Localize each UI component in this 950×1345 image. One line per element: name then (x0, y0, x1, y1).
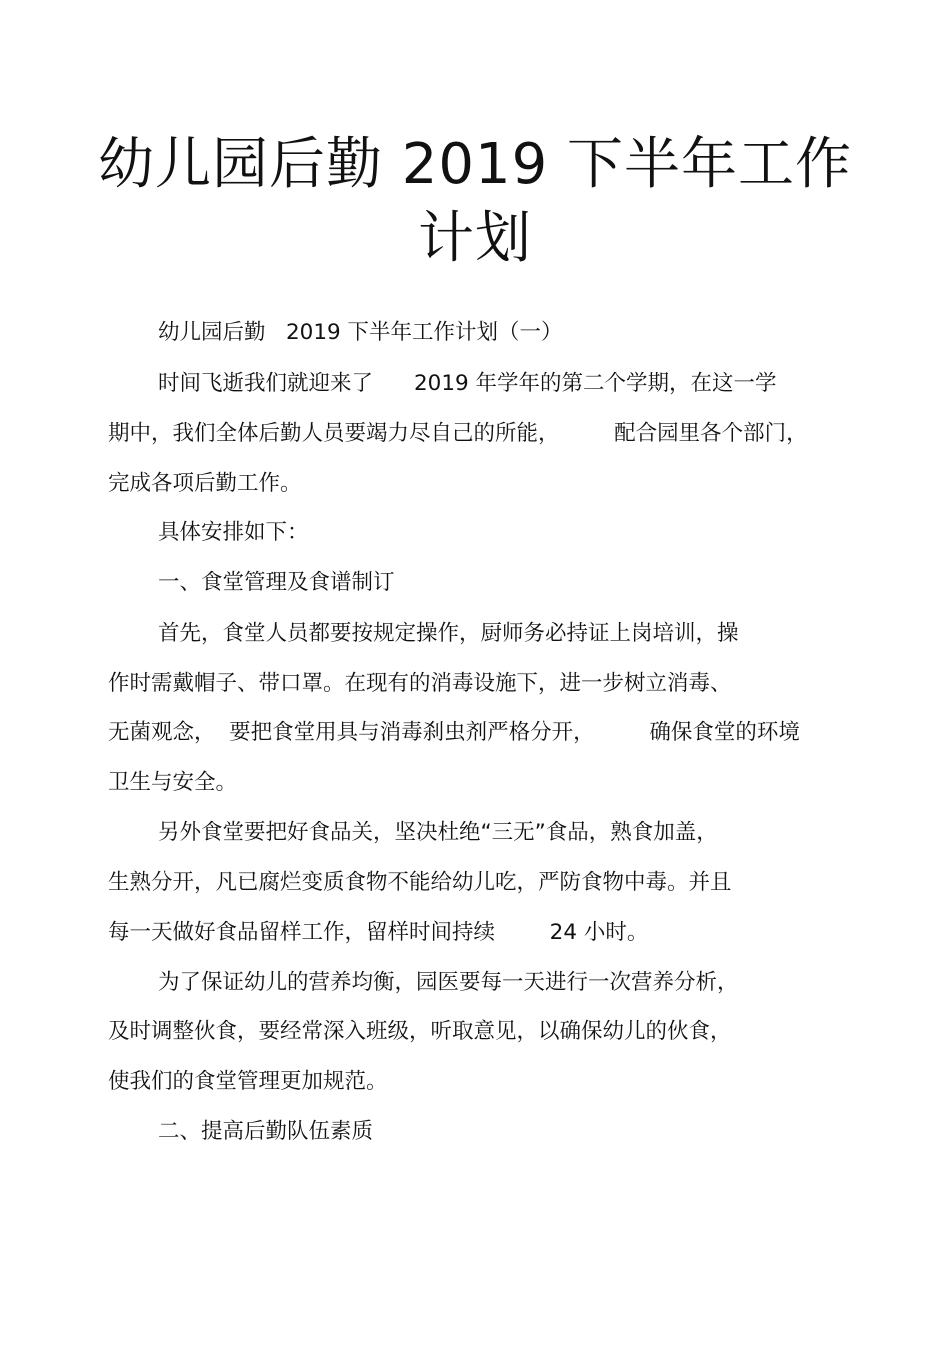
paragraph-line: 为了保证幼儿的营养均衡，园医要每一天进行一次营养分析， (158, 970, 739, 995)
paragraph-line: 具体安排如下： (158, 520, 309, 545)
title-line-2: 计划 (418, 206, 532, 271)
paragraph-line: 完成各项后勤工作。 (108, 471, 302, 496)
paragraph-line: 生熟分开，凡已腐烂变质食物不能给幼儿吃，严防食物中毒。并且 (108, 870, 732, 895)
paragraph-line: 每一天做好食品留样工作，留样时间持续 24 小时。 (108, 920, 649, 945)
title-line-1: 幼儿园后勤 2019 下半年工作 (97, 132, 853, 197)
paragraph-line: 期中，我们全体后勤人员要竭力尽自己的所能， 配合园里各个部门， (108, 421, 808, 446)
section-heading: 二、提高后勤队伍素质 (158, 1119, 374, 1144)
paragraph-line: 另外食堂要把好食品关，坚决杜绝“三无”食品，熟食加盖， (158, 820, 718, 845)
document-title (80, 128, 870, 276)
section-heading: 一、食堂管理及食谱制订 (158, 570, 395, 595)
subtitle-heading: 幼儿园后勤 2019 下半年工作计划（一） (158, 320, 563, 345)
paragraph-line: 及时调整伙食，要经常深入班级，听取意见，以确保幼儿的伙食， (108, 1019, 732, 1044)
paragraph-line: 卫生与安全。 (108, 770, 238, 795)
paragraph-line: 时间飞逝我们就迎来了 2019 年学年的第二个学期，在这一学 (158, 371, 777, 396)
paragraph-line: 使我们的食堂管理更加规范。 (108, 1069, 388, 1094)
paragraph-line: 首先，食堂人员都要按规定操作，厨师务必持证上岗培训，操 (158, 621, 739, 646)
paragraph-line: 作时需戴帽子、带口罩。在现有的消毒设施下，进一步树立消毒、 (108, 671, 732, 696)
paragraph-line: 无菌观念， 要把食堂用具与消毒刹虫剂严格分开， 确保食堂的环境 (108, 720, 800, 745)
